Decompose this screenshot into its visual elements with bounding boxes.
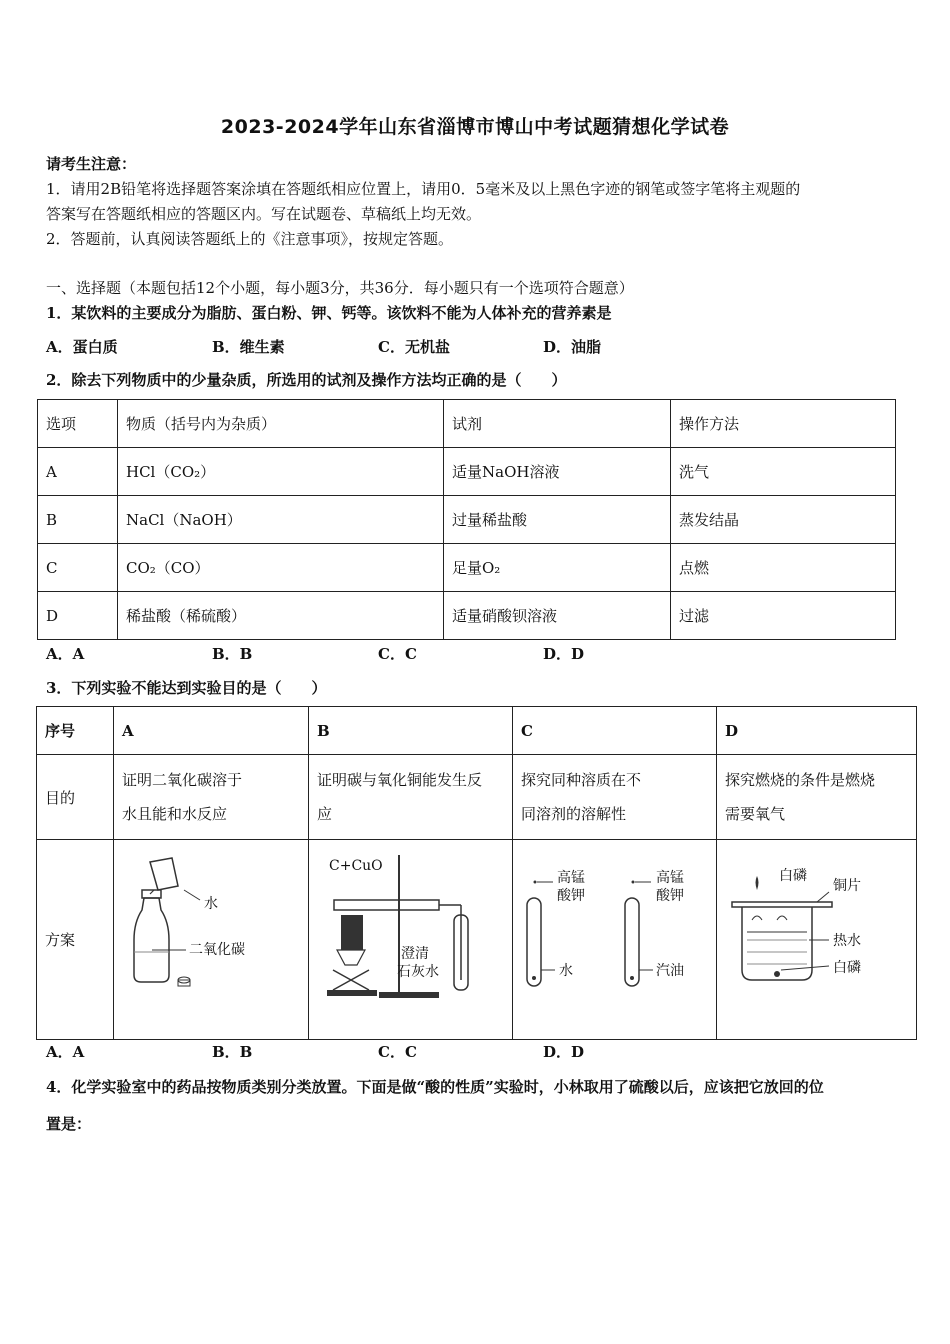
table-cell: 稀盐酸（稀硫酸） [118,592,444,640]
table-cell: 过量稀盐酸 [444,496,671,544]
purpose-c-line-2: 同溶剂的溶解性 [521,805,627,823]
notice-line-1: 1．请用2B铅笔将选择题答案涂填在答题纸相应位置上，请用0．5毫米及以上黑色字迹的钢笔或签字笔将主观题的 [46,180,801,198]
q3-table [36,706,917,1040]
table-header-cell: A [114,707,309,755]
fig-c-gasoline-label: 汽油 [656,963,684,979]
table-header-cell: 序号 [37,707,114,755]
q2-table [37,399,896,640]
section-heading: 一、选择题（本题包括12个小题，每小题3分，共36分．每小题只有一个选项符合题意） [46,279,634,297]
table-cell: 过滤 [671,592,896,640]
plan-d [717,840,917,1040]
table-row [38,496,896,544]
table-row [37,755,917,840]
purpose-c [513,755,717,840]
fig-d-hot-water-label: 热水 [833,933,861,949]
q1-option-d[interactable]: D．油脂 [543,338,602,356]
plan-b [309,840,513,1040]
q3-option-c[interactable]: C．C [378,1043,417,1061]
table-cell: NaCl（NaOH） [118,496,444,544]
table-row [38,544,896,592]
fig-c-kmno4-label-1: 高锰 [557,870,585,886]
q4-stem-line-2: 置是： [46,1115,92,1133]
fig-c-kmno4-label-3: 高锰 [656,870,684,886]
table-cell: A [38,448,118,496]
plan-c [513,840,717,1040]
table-cell: 适量NaOH溶液 [444,448,671,496]
table-cell: 足量O₂ [444,544,671,592]
table-cell: CO₂（CO） [118,544,444,592]
table-header-row [37,707,917,755]
table-header-cell: 操作方法 [671,400,896,448]
table-header-cell: B [309,707,513,755]
q3-option-d[interactable]: D．D [543,1043,585,1061]
fig-d-white-phosphorus-label-2: 白磷 [833,960,861,976]
q2-option-d[interactable]: D．D [543,645,585,663]
fig-b-lime-label-2: 石灰水 [397,964,439,980]
q1-option-b[interactable]: B．维生素 [212,338,285,356]
table-cell: D [38,592,118,640]
table-header-cell: D [717,707,917,755]
notice-heading: 请考生注意： [46,155,137,173]
table-row [38,592,896,640]
purpose-b-line-1: 证明碳与氧化铜能发生反 [317,771,483,789]
purpose-label: 目的 [37,755,114,840]
table-row [38,448,896,496]
table-cell: 点燃 [671,544,896,592]
table-header-cell: C [513,707,717,755]
q2-option-a[interactable]: A．A [46,645,85,663]
purpose-c-line-1: 探究同种溶质在不 [521,771,642,789]
fig-a-water-label: 水 [204,896,218,912]
co2-bottle-diagram [114,840,308,1035]
fig-c-water-label: 水 [559,963,573,979]
notice-line-1b: 答案写在答题纸相应的答题区内。写在试题卷、草稿纸上均无效。 [46,205,482,223]
plan-label: 方案 [37,840,114,1040]
fig-d-white-phosphorus-label: 白磷 [779,868,807,884]
solubility-test-tubes-diagram [513,840,716,1035]
purpose-a-line-1: 证明二氧化碳溶于 [122,771,243,789]
table-header-cell: 试剂 [444,400,671,448]
q4-stem-line-1: 4．化学实验室中的药品按物质类别分类放置。下面是做“酸的性质”实验时，小林取用了硫酸以后，应该把它放回的位 [46,1078,824,1096]
fig-d-copper-label: 铜片 [833,878,861,894]
q3-option-a[interactable]: A．A [46,1043,85,1061]
q2-stem: 2．除去下列物质中的少量杂质，所选用的试剂及操作方法均正确的是（ ） [46,371,567,389]
purpose-a-line-2: 水且能和水反应 [122,805,228,823]
purpose-d [717,755,917,840]
purpose-d-line-2: 需要氧气 [725,805,786,823]
q1-option-a[interactable]: A．蛋白质 [46,338,118,356]
purpose-b-line-2: 应 [317,805,333,823]
table-cell: 洗气 [671,448,896,496]
plan-a [114,840,309,1040]
purpose-a [114,755,309,840]
table-header-cell: 物质（括号内为杂质） [118,400,444,448]
table-cell: 蒸发结晶 [671,496,896,544]
q3-stem: 3．下列实验不能达到实验目的是（ ） [46,679,327,697]
table-row [37,840,917,1040]
fig-a-co2-label: 二氧化碳 [189,942,245,958]
purpose-d-line-1: 探究燃烧的条件是燃烧 [725,771,876,789]
q1-stem: 1．某饮料的主要成分为脂肪、蛋白粉、钾、钙等。该饮料不能为人体补充的营养素是 [46,304,612,322]
q2-option-b[interactable]: B．B [212,645,253,663]
page-title: 2023-2024学年山东省淄博市博山中考试题猜想化学试卷 [220,116,730,138]
combustion-beaker-diagram [717,840,916,1035]
table-header-cell: 选项 [38,400,118,448]
table-cell: C [38,544,118,592]
table-header-row [38,400,896,448]
fig-b-lime-label-1: 澄清 [401,946,429,962]
table-cell: 适量硝酸钡溶液 [444,592,671,640]
q1-option-c[interactable]: C．无机盐 [378,338,450,356]
notice-line-2: 2．答题前，认真阅读答题纸上的《注意事项》，按规定答题。 [46,230,454,248]
table-cell: B [38,496,118,544]
fig-c-kmno4-label-4: 酸钾 [656,888,684,904]
q2-option-c[interactable]: C．C [378,645,417,663]
table-cell: HCl（CO₂） [118,448,444,496]
fig-c-kmno4-label-2: 酸钾 [557,888,585,904]
fig-b-reactants-label: C+CuO [329,858,383,874]
purpose-b [309,755,513,840]
q3-option-b[interactable]: B．B [212,1043,253,1061]
carbon-cuo-apparatus-diagram [309,840,512,1035]
